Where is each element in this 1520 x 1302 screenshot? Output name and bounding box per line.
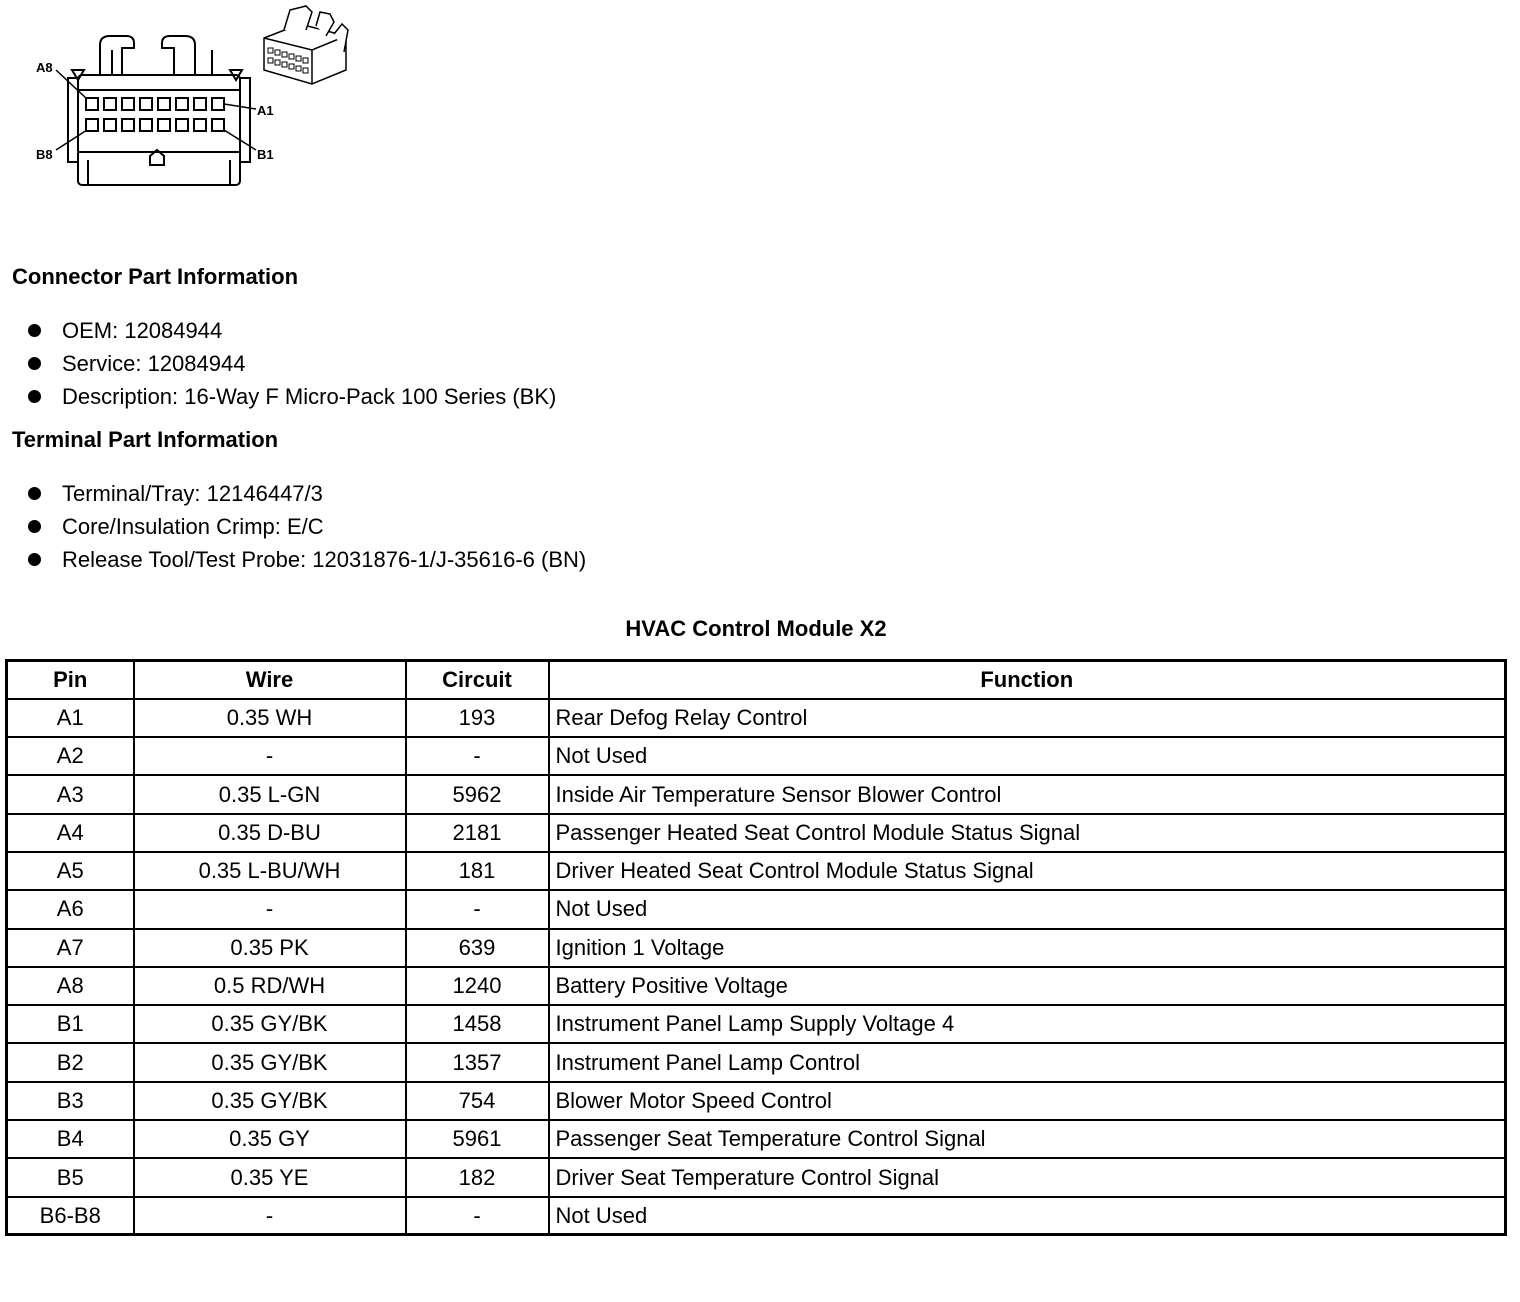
function-cell: Passenger Heated Seat Control Module Status Signal: [549, 814, 1506, 852]
function-cell: Not Used: [549, 737, 1506, 775]
table-row: [7, 1120, 1506, 1158]
wire-cell: 0.35 D-BU: [134, 814, 406, 852]
table-row: [7, 814, 1506, 852]
pin-cell: B2: [7, 1043, 134, 1081]
function-cell: Not Used: [549, 890, 1506, 928]
pin-cell: A7: [7, 929, 134, 967]
circuit-cell: 754: [406, 1082, 549, 1120]
pin-cell: A3: [7, 775, 134, 813]
wire-cell: -: [134, 1197, 406, 1235]
wire-cell: 0.5 RD/WH: [134, 967, 406, 1005]
pin-label-a8: A8: [36, 60, 53, 75]
circuit-cell: 639: [406, 929, 549, 967]
function-cell: Inside Air Temperature Sensor Blower Control: [549, 775, 1506, 813]
wire-cell: 0.35 L-BU/WH: [134, 852, 406, 890]
function-cell: Instrument Panel Lamp Control: [549, 1043, 1506, 1081]
table-row: [7, 852, 1506, 890]
table-row: [7, 1082, 1506, 1120]
pin-label-b8: B8: [36, 147, 53, 162]
pin-cell: B5: [7, 1158, 134, 1196]
table-body: [7, 699, 1506, 1235]
connector-diagram: [0, 0, 400, 200]
circuit-cell: 193: [406, 699, 549, 737]
table-header-row: [7, 661, 1506, 699]
circuit-cell: 5961: [406, 1120, 549, 1158]
circuit-cell: 1240: [406, 967, 549, 1005]
table-row: [7, 737, 1506, 775]
circuit-cell: -: [406, 1197, 549, 1235]
function-cell: Rear Defog Relay Control: [549, 699, 1506, 737]
wire-cell: 0.35 GY/BK: [134, 1043, 406, 1081]
terminal-part-info-heading: Terminal Part Information: [12, 427, 279, 452]
wire-cell: -: [134, 737, 406, 775]
circuit-cell: -: [406, 890, 549, 928]
wire-cell: 0.35 PK: [134, 929, 406, 967]
function-cell: Not Used: [549, 1197, 1506, 1235]
pinout-table: [5, 659, 1507, 1236]
terminal-part-info-list: [28, 477, 586, 576]
table-row: [7, 890, 1506, 928]
circuit-cell: 1458: [406, 1005, 549, 1043]
list-item: [28, 380, 556, 413]
bullet-icon: [28, 520, 41, 533]
connector-description: Description: 16-Way F Micro-Pack 100 Series (BK): [62, 384, 557, 409]
column-header-pin: Pin: [7, 661, 134, 699]
bullet-icon: [28, 487, 41, 500]
wire-cell: 0.35 GY/BK: [134, 1082, 406, 1120]
bullet-icon: [28, 553, 41, 566]
table-row: [7, 929, 1506, 967]
table-row: [7, 1043, 1506, 1081]
pin-cell: A2: [7, 737, 134, 775]
circuit-cell: 2181: [406, 814, 549, 852]
terminal-release-tool: Release Tool/Test Probe: 12031876-1/J-35616-6 (BN): [62, 547, 587, 572]
pin-cell: A8: [7, 967, 134, 1005]
circuit-cell: 181: [406, 852, 549, 890]
circuit-cell: -: [406, 737, 549, 775]
bullet-icon: [28, 357, 41, 370]
column-header-wire: Wire: [134, 661, 406, 699]
table-row: [7, 1197, 1506, 1235]
terminal-tray: Terminal/Tray: 12146447/3: [62, 481, 323, 506]
connector-part-info-heading: Connector Part Information: [12, 264, 299, 289]
pin-cell: A5: [7, 852, 134, 890]
table-row: [7, 1005, 1506, 1043]
function-cell: Ignition 1 Voltage: [549, 929, 1506, 967]
wire-cell: 0.35 GY/BK: [134, 1005, 406, 1043]
circuit-cell: 5962: [406, 775, 549, 813]
function-cell: Driver Seat Temperature Control Signal: [549, 1158, 1506, 1196]
pin-label-b1: B1: [257, 147, 274, 162]
function-cell: Blower Motor Speed Control: [549, 1082, 1506, 1120]
wire-cell: 0.35 L-GN: [134, 775, 406, 813]
connector-oem: OEM: 12084944: [62, 318, 223, 343]
pin-cell: B4: [7, 1120, 134, 1158]
bullet-icon: [28, 390, 41, 403]
list-item: [28, 477, 586, 510]
function-cell: Driver Heated Seat Control Module Status Signal: [549, 852, 1506, 890]
wire-cell: 0.35 GY: [134, 1120, 406, 1158]
list-item: [28, 314, 556, 347]
connector-service: Service: 12084944: [62, 351, 246, 376]
wire-cell: 0.35 YE: [134, 1158, 406, 1196]
list-item: [28, 543, 586, 576]
pin-cell: A1: [7, 699, 134, 737]
list-item: [28, 347, 556, 380]
pin-cell: A4: [7, 814, 134, 852]
function-cell: Instrument Panel Lamp Supply Voltage 4: [549, 1005, 1506, 1043]
bullet-icon: [28, 324, 41, 337]
pin-cell: A6: [7, 890, 134, 928]
table-title: HVAC Control Module X2: [625, 616, 887, 641]
list-item: [28, 510, 586, 543]
table-row: [7, 775, 1506, 813]
circuit-cell: 1357: [406, 1043, 549, 1081]
column-header-circuit: Circuit: [406, 661, 549, 699]
wire-cell: 0.35 WH: [134, 699, 406, 737]
function-cell: Battery Positive Voltage: [549, 967, 1506, 1005]
pin-label-a1: A1: [257, 103, 274, 118]
circuit-cell: 182: [406, 1158, 549, 1196]
pin-cell: B1: [7, 1005, 134, 1043]
pin-cell: B6-B8: [7, 1197, 134, 1235]
pin-cell: B3: [7, 1082, 134, 1120]
column-header-function: Function: [549, 661, 1506, 699]
wire-cell: -: [134, 890, 406, 928]
connector-part-info-list: [28, 314, 556, 413]
function-cell: Passenger Seat Temperature Control Signal: [549, 1120, 1506, 1158]
table-row: [7, 1158, 1506, 1196]
terminal-crimp: Core/Insulation Crimp: E/C: [62, 514, 324, 539]
table-row: [7, 699, 1506, 737]
table-row: [7, 967, 1506, 1005]
connector-isometric-icon: [264, 6, 348, 84]
